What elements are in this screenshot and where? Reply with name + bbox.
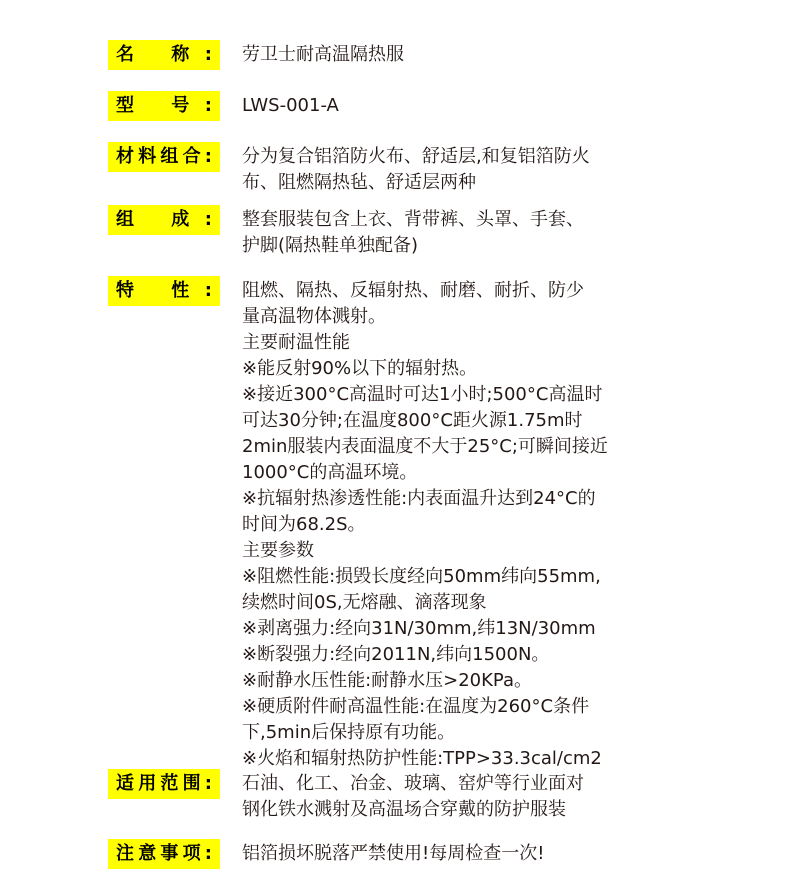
value-line: 护脚(隔热鞋单独配备) xyxy=(242,235,419,256)
label-model: 型 号: xyxy=(108,91,220,121)
label-notice: 注意事项: xyxy=(108,839,220,869)
value-name xyxy=(242,42,672,68)
value-model xyxy=(242,93,672,119)
value-line: ※能反射90%以下的辐射热。 xyxy=(242,358,478,379)
value-line: ※火焰和辐射热防护性能:TPP>33.3cal/cm2 xyxy=(242,748,602,769)
label-features: 特 性: xyxy=(108,276,220,306)
value-line: 钢化铁水溅射及高温场合穿戴的防护服装 xyxy=(242,799,566,820)
label-name: 名 称: xyxy=(108,40,220,70)
label-composition: 组 成: xyxy=(108,205,220,235)
value-line: 布、阻燃隔热毡、舒适层两种 xyxy=(242,172,476,193)
value-scope xyxy=(242,771,672,823)
value-line: 整套服装包含上衣、背带裤、头罩、手套、 xyxy=(242,209,584,230)
value-line: LWS-001-A xyxy=(242,95,339,116)
value-line: 下,5min后保持原有功能。 xyxy=(242,722,456,743)
label-material: 材料组合: xyxy=(108,142,220,172)
value-features xyxy=(242,278,672,772)
value-line: 可达30分钟;在温度800°C距火源1.75m时 xyxy=(242,410,583,431)
value-line: 时间为68.2S。 xyxy=(242,514,366,535)
value-line: 量高温物体溅射。 xyxy=(242,306,386,327)
value-line: 主要参数 xyxy=(242,540,314,561)
value-line: ※耐静水压性能:耐静水压>20KPa。 xyxy=(242,670,533,691)
value-line: 铝箔损坏脱落严禁使用!每周检查一次! xyxy=(242,843,545,864)
value-line: 石油、化工、冶金、玻璃、窑炉等行业面对 xyxy=(242,773,584,794)
value-line: 2min服装内表面温度不大于25°C;可瞬间接近 xyxy=(242,436,608,457)
value-material xyxy=(242,144,672,196)
value-notice xyxy=(242,841,672,867)
value-line: 1000°C的高温环境。 xyxy=(242,462,418,483)
value-line: 劳卫士耐高温隔热服 xyxy=(242,44,404,65)
value-line: ※剥离强力:经向31N/30mm,纬13N/30mm xyxy=(242,618,596,639)
value-line: 主要耐温性能 xyxy=(242,332,350,353)
value-line: ※阻燃性能:损毁长度经向50mm纬向55mm, xyxy=(242,566,601,587)
value-line: 续燃时间0S,无熔融、滴落现象 xyxy=(242,592,487,613)
label-scope: 适用范围: xyxy=(108,769,220,799)
value-line: 阻燃、隔热、反辐射热、耐磨、耐折、防少 xyxy=(242,280,584,301)
value-line: ※抗辐射热渗透性能:内表面温升达到24°C的 xyxy=(242,488,596,509)
value-line: ※断裂强力:经向2011N,纬向1500N。 xyxy=(242,644,550,665)
value-line: ※接近300°C高温时可达1小时;500°C高温时 xyxy=(242,384,603,405)
value-line: 分为复合铝箔防火布、舒适层,和复铝箔防火 xyxy=(242,146,590,167)
value-composition xyxy=(242,207,672,259)
value-line: ※硬质附件耐高温性能:在温度为260°C条件 xyxy=(242,696,590,717)
